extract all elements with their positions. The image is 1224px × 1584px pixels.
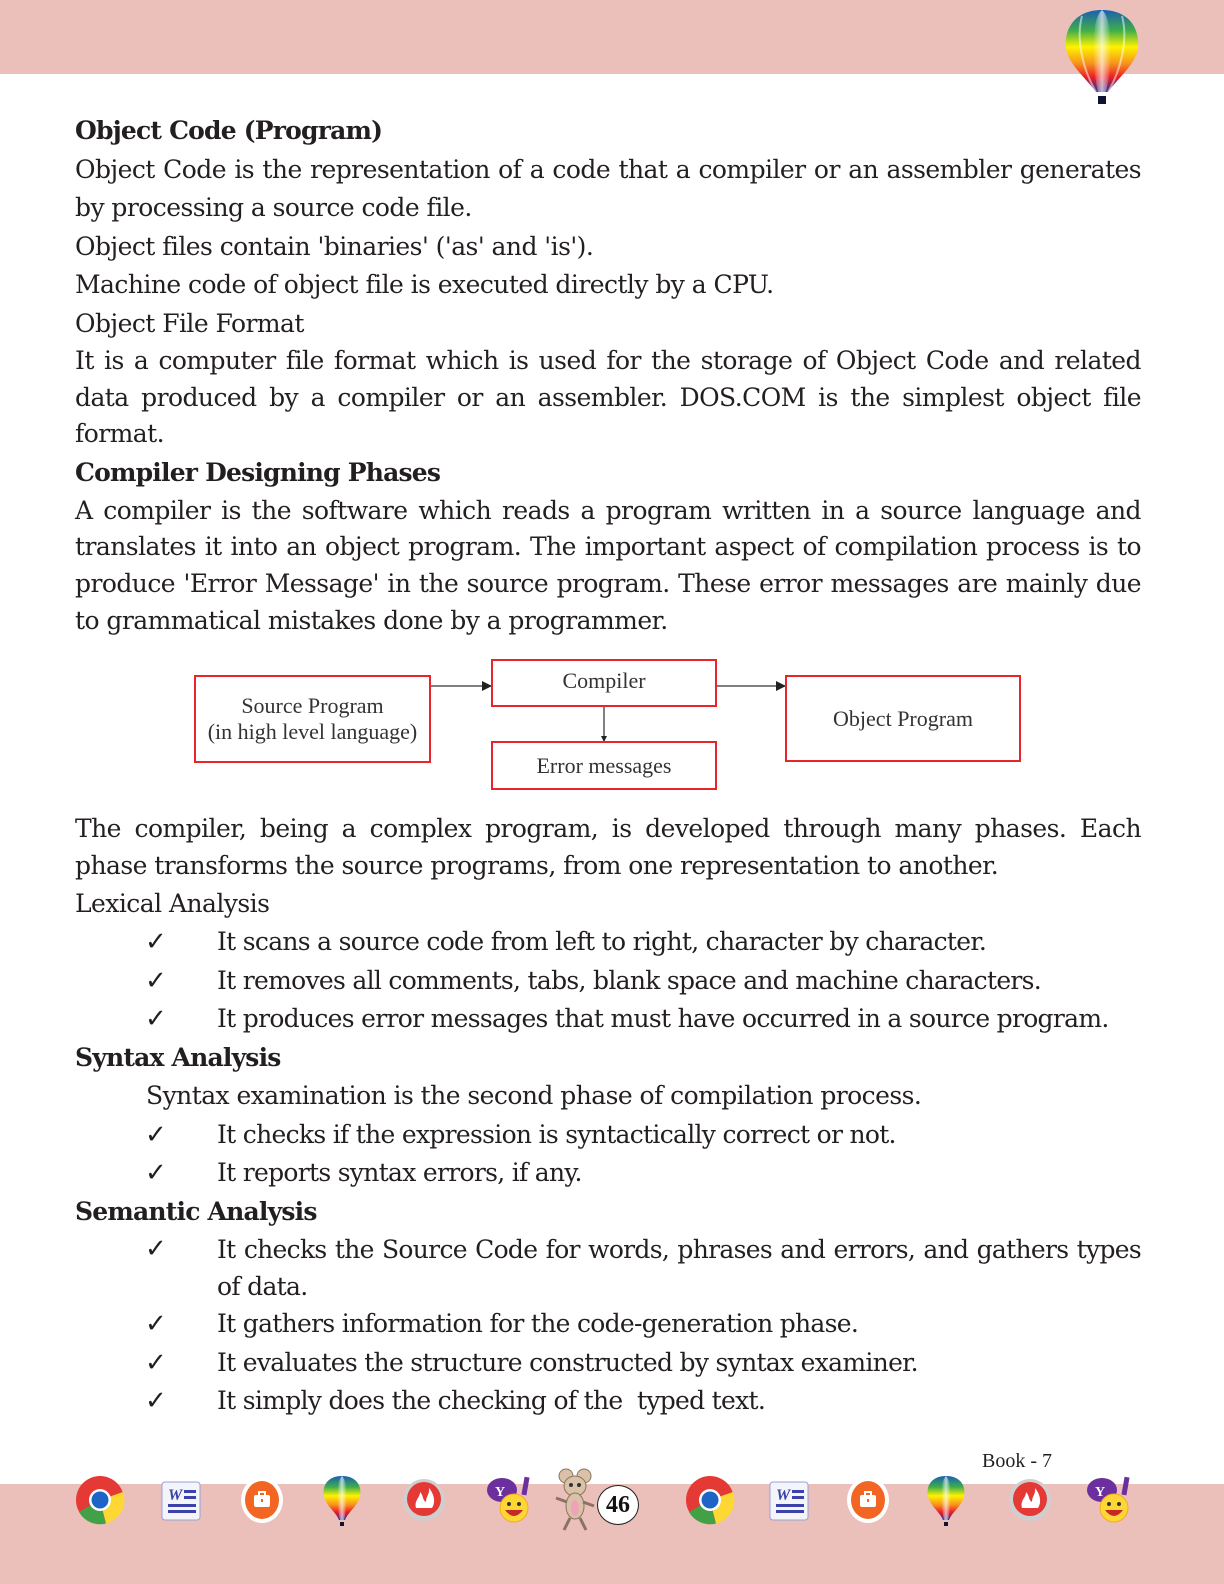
flame-app-icon — [1004, 1474, 1056, 1526]
flame-app-icon — [398, 1474, 450, 1526]
page-number: 46 — [597, 1485, 639, 1525]
paragraph-line: Machine code of object file is executed directly by a CPU. — [75, 270, 774, 299]
compiler-box: Compiler — [491, 659, 717, 707]
paragraph-line: phase transforms the source programs, from one representation to another. — [75, 851, 999, 881]
checklist-item: ✓ It checks if the expression is syntactically correct or not. — [75, 1116, 1141, 1155]
source-program-box: Source Program (in high level language) — [194, 675, 431, 763]
error-messages-box: Error messages — [491, 741, 717, 790]
section-title-object-code: Object Code (Program) — [75, 116, 383, 145]
svg-text:Y: Y — [1095, 1485, 1106, 1500]
paragraph-line: Syntax examination is the second phase of compilation process. — [146, 1081, 922, 1111]
paragraph-line: to grammatical mistakes done by a programmer. — [75, 605, 668, 635]
paragraph-line: It is a computer file format which is used for the storage of Object Code and related — [75, 346, 1141, 375]
checklist-item: ✓ It evaluates the structure constructed by syntax examiner. — [75, 1344, 1141, 1383]
paragraph-line: produce 'Error Message' in the source program. These error messages are mainly due — [75, 569, 1141, 599]
paragraph-line: translates it into an object program. The important aspect of compilation process is to — [75, 532, 1141, 562]
checklist-item: ✓ It simply does the checking of the typed text. — [75, 1382, 1141, 1421]
yahoo-messenger-icon — [1084, 1474, 1136, 1526]
subheading-object-file-format: Object File Format — [75, 308, 304, 338]
checklist-item: ✓ It produces error messages that must have occurred in a source program. — [75, 1000, 1141, 1039]
word-icon — [156, 1474, 208, 1526]
paragraph-line: data produced by a compiler or an assembler. DOS.COM is the simplest object file — [75, 382, 1141, 412]
svg-text:W: W — [168, 1487, 183, 1504]
mouse-mascot-icon — [552, 1468, 598, 1534]
paragraph-line: A compiler is the software which reads a program written in a source language and — [75, 495, 1141, 525]
paragraph-line: The compiler, being a complex program, is developed through many phases. Each — [75, 814, 1141, 844]
check-icon: ✓ — [145, 1119, 167, 1150]
checklist-item: ✓ It reports syntax errors, if any. — [75, 1154, 1141, 1193]
briefcase-app-icon — [236, 1474, 288, 1526]
lexical-checklist — [75, 923, 1141, 1039]
checklist-item: ✓ It gathers information for the code-generation phase. — [75, 1305, 1141, 1344]
svg-text:W: W — [776, 1487, 791, 1504]
check-icon: ✓ — [145, 1309, 167, 1340]
subheading-lexical-analysis: Lexical Analysis — [75, 888, 270, 918]
book-label: Book - 7 — [982, 1450, 1052, 1472]
header-band — [0, 0, 1224, 74]
word-icon — [764, 1474, 816, 1526]
checklist-item: ✓ It removes all comments, tabs, blank space and machine characters. — [75, 962, 1141, 1001]
hot-air-balloon-icon — [1062, 8, 1142, 108]
semantic-checklist — [75, 1231, 1141, 1421]
hot-air-balloon-icon — [316, 1474, 368, 1526]
section-title-syntax-analysis: Syntax Analysis — [75, 1042, 281, 1072]
check-icon: ✓ — [145, 927, 167, 958]
syntax-checklist — [75, 1116, 1141, 1193]
check-icon: ✓ — [145, 965, 167, 996]
section-title-semantic-analysis: Semantic Analysis — [75, 1196, 317, 1226]
check-icon: ✓ — [145, 1004, 167, 1035]
paragraph-line: format. — [75, 419, 165, 449]
briefcase-app-icon — [842, 1474, 894, 1526]
paragraph-line: Object Code is the representation of a code that a compiler or an assembler generates — [75, 154, 1141, 184]
check-icon: ✓ — [145, 1158, 167, 1189]
checklist-item: ✓ It scans a source code from left to right, character by character. — [75, 923, 1141, 962]
check-icon: ✓ — [145, 1234, 167, 1265]
object-program-box: Object Program — [785, 675, 1021, 762]
check-icon: ✓ — [145, 1347, 167, 1378]
section-title-compiler-phases: Compiler Designing Phases — [75, 458, 441, 488]
check-icon: ✓ — [145, 1386, 167, 1417]
chrome-icon — [684, 1474, 736, 1526]
chrome-icon — [74, 1474, 126, 1526]
svg-text:Y: Y — [495, 1485, 506, 1500]
paragraph-line: Object files contain 'binaries' ('as' and 'is'). — [75, 231, 594, 261]
hot-air-balloon-icon — [920, 1474, 972, 1526]
checklist-item: ✓ It checks the Source Code for words, phrases and errors, and gathers types of data. — [75, 1231, 1141, 1305]
yahoo-messenger-icon — [484, 1474, 536, 1526]
paragraph-line: by processing a source code file. — [75, 193, 472, 222]
